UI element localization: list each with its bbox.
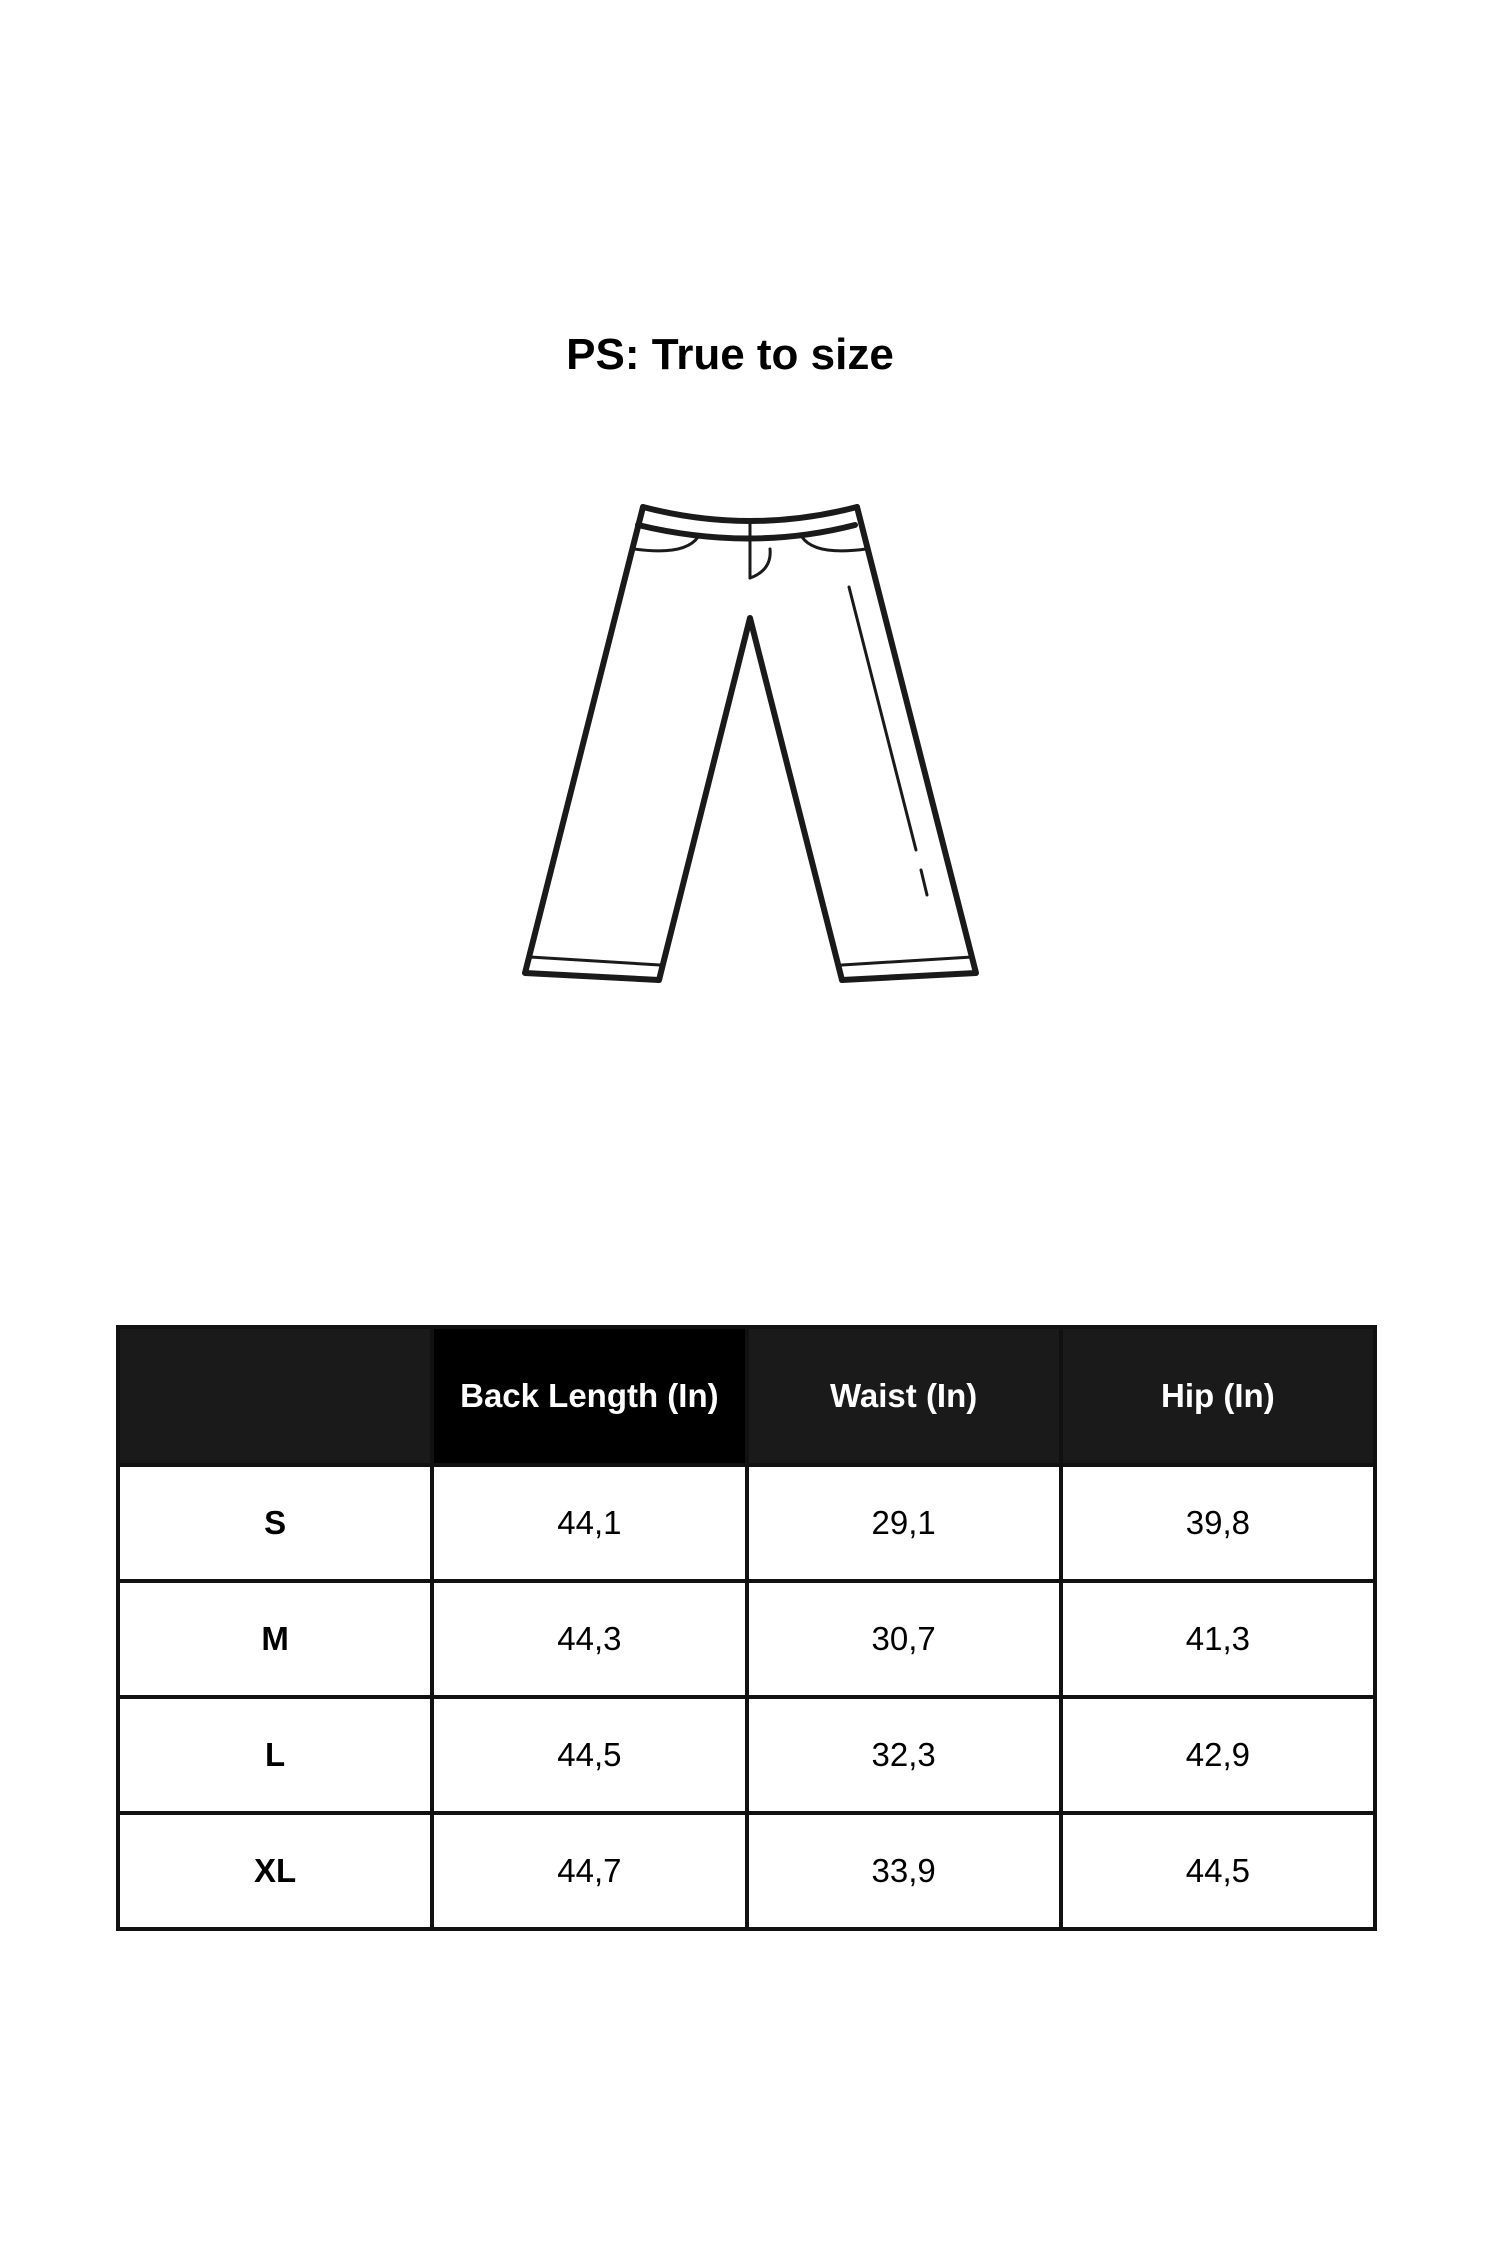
hip-cell: 41,3 xyxy=(1061,1581,1375,1697)
pants-illustration xyxy=(0,0,1500,1100)
table-row xyxy=(118,1813,1375,1929)
back-length-cell: 44,5 xyxy=(432,1697,746,1813)
size-cell: L xyxy=(118,1697,432,1813)
hip-cell: 44,5 xyxy=(1061,1813,1375,1929)
header-waist: Waist (In) xyxy=(747,1327,1061,1465)
table-header-row xyxy=(118,1327,1375,1465)
back-length-cell: 44,3 xyxy=(432,1581,746,1697)
waist-cell: 30,7 xyxy=(747,1581,1061,1697)
table-row xyxy=(118,1581,1375,1697)
header-size xyxy=(118,1327,432,1465)
header-hip: Hip (In) xyxy=(1061,1327,1375,1465)
size-cell: S xyxy=(118,1465,432,1581)
waist-cell: 29,1 xyxy=(747,1465,1061,1581)
back-length-cell: 44,1 xyxy=(432,1465,746,1581)
size-cell: XL xyxy=(118,1813,432,1929)
size-cell: M xyxy=(118,1581,432,1697)
page-title: PS: True to size xyxy=(566,330,894,379)
table-row xyxy=(118,1465,1375,1581)
back-length-cell: 44,7 xyxy=(432,1813,746,1929)
hip-cell: 39,8 xyxy=(1061,1465,1375,1581)
waist-cell: 33,9 xyxy=(747,1813,1061,1929)
table-row xyxy=(118,1697,1375,1813)
header-back-length: Back Length (In) xyxy=(432,1327,746,1465)
hip-cell: 42,9 xyxy=(1061,1697,1375,1813)
waist-cell: 32,3 xyxy=(747,1697,1061,1813)
size-chart-table xyxy=(116,1325,1377,1931)
